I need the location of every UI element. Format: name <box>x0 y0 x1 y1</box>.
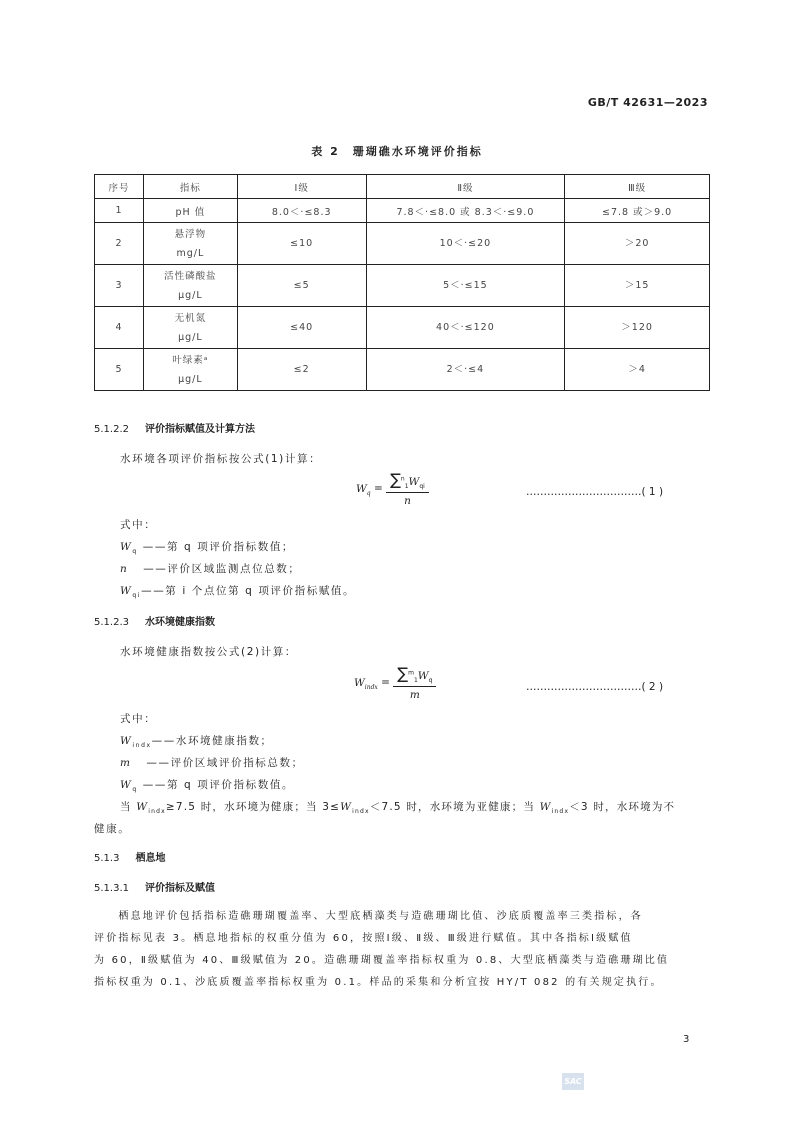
definition: $W_{qi}——$第 i 个点位第 q 项评价指标赋值。 <box>120 585 356 600</box>
equation-number-1: ……………………………( 1 ) <box>526 486 664 498</box>
section-heading-5-1-2-2 <box>94 420 255 435</box>
cell-grade2: 2＜·≤4 <box>366 349 565 391</box>
paragraph-line: 指标权重为 0.1、沙底质覆盖率指标权重为 0.1。样品的采集和分析宜按 HY/T 082 的有关规定执行。 <box>94 977 663 988</box>
paragraph-line: 为 60，Ⅱ级赋值为 40、Ⅲ级赋值为 20。造礁珊瑚覆盖率指标权重为 0.8、大型底栖藻类与造礁珊瑚比值 <box>94 955 670 966</box>
fraction: $\frac{\sum^m_1W_q}{m}$ <box>393 664 436 701</box>
indicator-name: 悬浮物 <box>174 228 207 240</box>
cell-grade3: ＞20 <box>565 223 710 265</box>
cell-grade1: ≤2 <box>237 349 366 391</box>
cell-indicator <box>143 307 237 349</box>
cell-no: 5 <box>95 349 144 391</box>
indicator-unit: μg/L <box>178 289 203 301</box>
definition: $W_q$ ——第 q 项评价指标数值； <box>120 541 295 556</box>
section-heading-5-1-3-1 <box>94 879 215 894</box>
column-header: Ⅲ级 <box>565 175 710 199</box>
cell-grade1: ≤5 <box>237 265 366 307</box>
definition: m ——评价区域评价指标总数； <box>120 757 304 769</box>
cell-grade2: 10＜·≤20 <box>366 223 565 265</box>
column-header: 序号 <box>95 175 144 199</box>
page-number: 3 <box>683 1034 690 1045</box>
indicator-name: 叶绿素ᵃ <box>172 354 209 366</box>
equation-number-2: ……………………………( 2 ) <box>526 681 664 693</box>
cell-grade3: ≤7.8 或＞9.0 <box>565 199 710 223</box>
section-number: 5.1.3.1 <box>94 883 129 894</box>
definition: $W_{indx}——$水环境健康指数； <box>120 735 273 750</box>
health-condition: 当 $W_{indx}\ge 7.5$ 时，水环境为健康；当 $3\le W_{indx}<7.5$ 时，水环境为亚健康；当 $W_{indx}<3$ 时，水环境为不 <box>120 801 676 816</box>
table-row <box>95 199 710 223</box>
habitat-paragraph <box>94 906 710 994</box>
cell-grade2: 40＜·≤120 <box>366 307 565 349</box>
formula-1: $W_q$ = $\frac{\sum^n_1W_{qi}}{n}$ <box>356 470 429 507</box>
health-condition-cont: 健康。 <box>94 823 131 835</box>
cell-grade1: 8.0＜·≤8.3 <box>237 199 366 223</box>
cell-grade3: ＞120 <box>565 307 710 349</box>
section-number: 5.1.2.3 <box>94 617 129 628</box>
paragraph-line: 栖息地评价包括指标造礁珊瑚覆盖率、大型底栖藻类与造礁珊瑚比值、沙底质覆盖率三类指标，各 <box>94 911 643 922</box>
cell-grade1: ≤40 <box>237 307 366 349</box>
section-number: 5.1.3 <box>94 853 120 864</box>
cell-grade1: ≤10 <box>237 223 366 265</box>
section-heading-5-1-3 <box>94 849 165 864</box>
column-header: Ⅱ级 <box>366 175 565 199</box>
cell-grade3: ＞15 <box>565 265 710 307</box>
cell-indicator <box>143 265 237 307</box>
cell-indicator: pH 值 <box>143 199 237 223</box>
cell-indicator <box>143 223 237 265</box>
paragraph-line: 评价指标见表 3。栖息地指标的权重分值为 60，按照Ⅰ级、Ⅱ级、Ⅲ级进行赋值。其中各指标Ⅰ级赋值 <box>94 933 633 944</box>
formula-lhs: $W_q$ <box>356 482 371 497</box>
section-title: 栖息地 <box>135 853 166 864</box>
formula-lhs: $W_{indx}$ <box>354 676 378 691</box>
table-header-row <box>95 175 710 199</box>
cell-grade2: 7.8＜·≤8.0 或 8.3＜·≤9.0 <box>366 199 565 223</box>
section-title: 评价指标赋值及计算方法 <box>145 424 255 435</box>
table-row <box>95 223 710 265</box>
section-heading-5-1-2-3 <box>94 613 215 628</box>
paragraph: 水环境健康指数按公式(2)计算： <box>120 646 297 658</box>
table-row <box>95 307 710 349</box>
indicator-name: 活性磷酸盐 <box>164 270 217 282</box>
cell-indicator <box>143 349 237 391</box>
cell-no: 3 <box>95 265 144 307</box>
table-row <box>95 265 710 307</box>
definition: $W_q$ ——第 q 项评价指标数值。 <box>120 779 295 794</box>
section-title: 水环境健康指数 <box>145 617 215 628</box>
cell-grade3: ＞4 <box>565 349 710 391</box>
fraction: $\frac{\sum^n_1W_{qi}}{n}$ <box>386 470 429 507</box>
water-environment-indicator-table <box>94 174 710 391</box>
sac-logo: SAC <box>562 1073 584 1090</box>
cell-no: 1 <box>95 199 144 223</box>
column-header: Ⅰ级 <box>237 175 366 199</box>
cell-no: 4 <box>95 307 144 349</box>
table-title: 表 2 珊瑚礁水环境评价指标 <box>311 145 483 158</box>
indicator-name: 无机氮 <box>174 312 207 324</box>
indicator-unit: μg/L <box>178 331 203 343</box>
indicator-unit: mg/L <box>176 247 205 259</box>
section-number: 5.1.2.2 <box>94 424 129 435</box>
indicator-unit: μg/L <box>178 373 203 385</box>
paragraph: 水环境各项评价指标按公式(1)计算： <box>120 453 322 465</box>
cell-no: 2 <box>95 223 144 265</box>
definition: n ——评价区域监测点位总数； <box>120 563 301 575</box>
section-title: 评价指标及赋值 <box>145 883 215 894</box>
where-label: 式中： <box>120 519 157 531</box>
table-row <box>95 349 710 391</box>
standard-code: GB/T 42631—2023 <box>587 96 708 109</box>
formula-2: $W_{indx}$ = $\frac{\sum^m_1W_q}{m}$ <box>354 664 436 701</box>
column-header: 指标 <box>143 175 237 199</box>
cell-grade2: 5＜·≤15 <box>366 265 565 307</box>
where-label: 式中： <box>120 713 157 725</box>
